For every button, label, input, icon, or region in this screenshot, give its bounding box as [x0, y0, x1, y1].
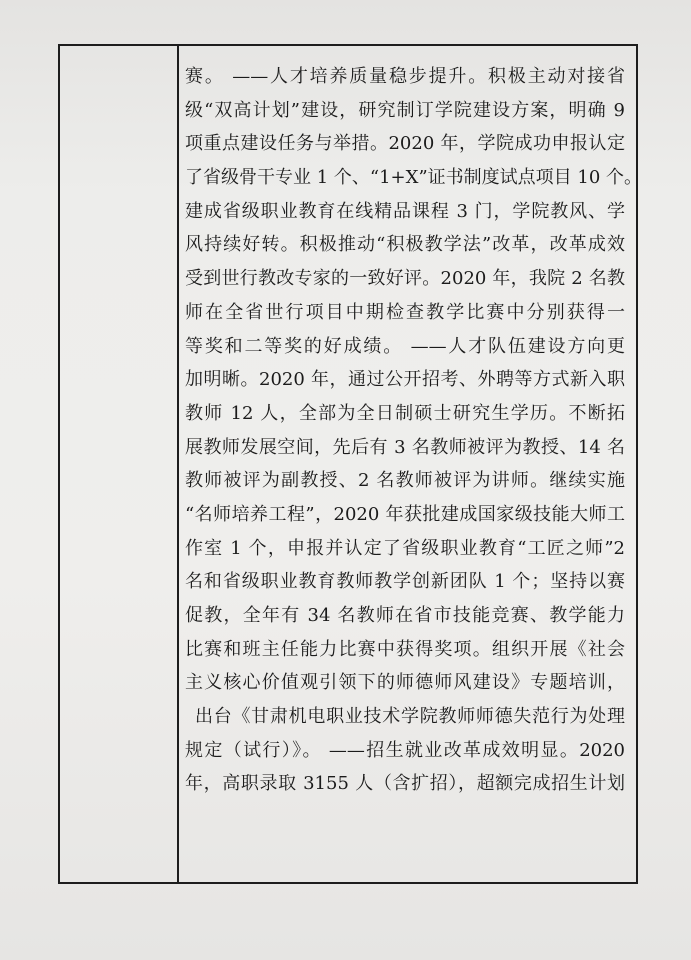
text-line: 规定（试行）》。 ——招生就业改革成效明显。2020 [185, 739, 625, 761]
text-line: 展教师发展空间，先后有 3 名教师被评为教授、14 名 [185, 436, 625, 458]
text-line: 年，高职录取 3155 人（含扩招），超额完成招生计划 [185, 773, 625, 795]
text-line: 作室 1 个，申报并认定了省级职业教育“工匠之师”2 [185, 537, 625, 559]
text-line: 了省级骨干专业 1 个、“1+X”证书制度试点项目 10 个。 [185, 167, 642, 189]
text-line: 赛。 ——人才培养质量稳步提升。积极主动对接省 [185, 66, 625, 87]
table-left-cell [60, 46, 179, 882]
text-line: 名和省级职业教育教师教学创新团队 1 个；坚持以赛 [185, 571, 625, 593]
text-line: 受到世行教改专家的一致好评。2020 年，我院 2 名教 [185, 268, 625, 290]
text-line: “名师培养工程”，2020 年获批建成国家级技能大师工 [185, 503, 625, 525]
form-table [58, 44, 642, 884]
text-line: 促教，全年有 34 名教师在省市技能竞赛、教学能力 [185, 605, 625, 626]
text-line: 教师 12 人，全部为全日制硕士研究生学历。不断拓 [185, 402, 625, 424]
text-line: 主义核心价值观引领下的师德师风建设》专题培训， [185, 672, 625, 694]
text-line: 项重点建设任务与举措。2020 年，学院成功申报认定 [185, 133, 625, 155]
text-line: 教师被评为副教授、2 名教师被评为讲师。继续实施 [185, 470, 625, 492]
text-line: 师在全省世行项目中期检查教学比赛中分别获得一 [185, 301, 625, 323]
text-line: 比赛和班主任能力比赛中获得奖项。组织开展《社会 [185, 638, 625, 660]
text-line: 等奖和二等奖的好成绩。 ——人才队伍建设方向更 [185, 335, 625, 357]
body-text [185, 60, 642, 801]
text-line: 建成省级职业教育在线精品课程 3 门，学院教风、学 [185, 200, 625, 222]
text-line: 级“双高计划”建设，研究制订学院建设方案，明确 9 [185, 99, 625, 121]
text-line: 加明晰。2020 年，通过公开招考、外聘等方式新入职 [185, 369, 625, 391]
text-line: 风持续好转。积极推动“积极教学法”改革，改革成效 [185, 234, 625, 256]
text-line: 出台《甘肃机电职业技术学院教师师德失范行为处理 [195, 706, 625, 728]
